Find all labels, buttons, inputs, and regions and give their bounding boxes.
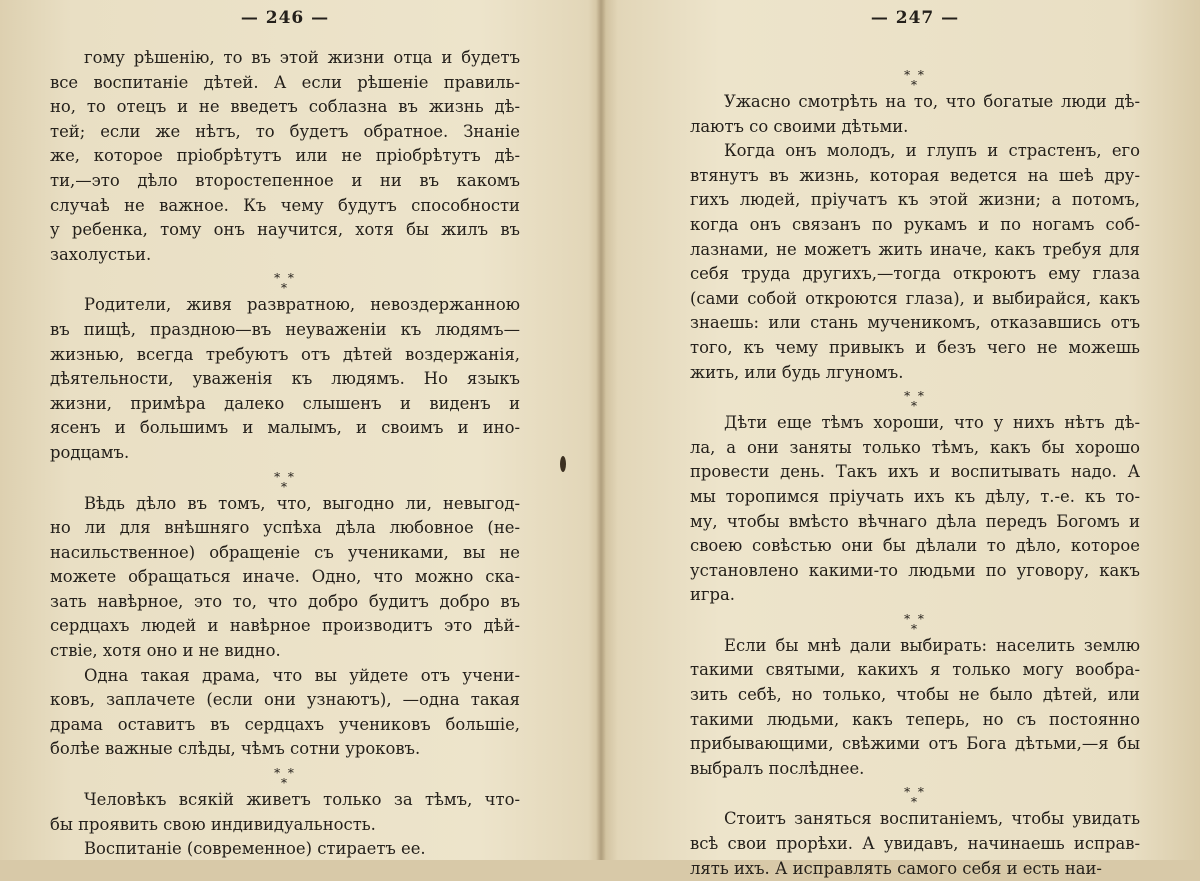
- text-line: ла, а они заняты только тѣмъ, какъ бы хорошо: [690, 437, 1140, 457]
- paragraph: [50, 492, 520, 664]
- text-line: прибывающими, свѣжими отъ Бога дѣтьми,—я бы: [690, 734, 1140, 754]
- divider-asterisks-top: * *: [904, 68, 926, 82]
- text-line: насильственное) обращеніе съ учениками, вы не: [50, 542, 520, 562]
- text-line: ствіе, хотя оно и не видно.: [50, 641, 281, 661]
- text-line: все воспитаніе дѣтей. А если рѣшеніе правиль-: [50, 72, 520, 92]
- divider-asterisks-top: * *: [904, 785, 926, 800]
- text-line: бы проявить свою индивидуальность.: [50, 814, 376, 834]
- text-line: себя труда другихъ,—тогда откроютъ ему глаза: [690, 264, 1140, 284]
- text-line: му, чтобы вмѣсто вѣчнаго дѣла передъ Богомъ и: [690, 511, 1140, 531]
- text-line: гому рѣшенію, то въ этой жизни отца и будетъ: [84, 48, 520, 67]
- text-line: случаѣ не важное. Къ чему будутъ способности: [50, 195, 520, 215]
- divider-asterisks-top: * *: [904, 611, 926, 626]
- paragraph: [690, 411, 1140, 608]
- paragraph: [50, 46, 520, 267]
- text-line: (сами собой откроются глаза), и выбирайся, какъ: [690, 288, 1140, 308]
- paragraph: [50, 788, 520, 837]
- text-line: можете обращаться иначе. Одно, что можно ска-: [50, 567, 520, 587]
- text-line: Дѣти еще тѣмъ хороши, что у нихъ нѣтъ дѣ-: [724, 413, 1140, 433]
- text-line: ти,—это дѣло второстепенное и ни въ какомъ: [50, 170, 520, 190]
- section-divider-asterisks: [50, 271, 520, 296]
- left-page: [50, 0, 520, 860]
- paragraph: [690, 634, 1140, 782]
- text-line: драма оставитъ въ сердцахъ учениковъ большіе,: [50, 714, 520, 734]
- paragraph: [50, 293, 520, 465]
- text-line: родцамъ.: [50, 442, 130, 462]
- text-line: выбралъ послѣднее.: [690, 758, 865, 778]
- text-line: сердцахъ людей и навѣрное производитъ это дѣй-: [50, 616, 520, 636]
- text-line: Стоитъ заняться воспитаніемъ, чтобы увидать: [724, 809, 1140, 829]
- paragraph: [690, 139, 1140, 385]
- text-line: лазнами, не можетъ жить иначе, какъ требуя для: [690, 239, 1140, 259]
- text-line: Воспитаніе (современное) стираетъ ее.: [84, 839, 426, 859]
- text-line: но ли для внѣшняго успѣха дѣла любовное (не-: [50, 518, 520, 538]
- text-line: Родители, живя развратною, невоздержанною: [84, 295, 520, 315]
- left-page-number: — 246 —: [240, 8, 330, 28]
- text-line: ковъ, заплачете (если они узнаютъ), —одна такая: [50, 690, 520, 710]
- text-line: захолустьи.: [50, 244, 152, 264]
- text-line: но, то отецъ и не введетъ соблазна въ жизнь дѣ-: [50, 97, 520, 117]
- text-line: жизни, примѣра далеко слышенъ и виденъ и: [50, 393, 520, 413]
- ink-smudge: [560, 456, 566, 472]
- text-line: Если бы мнѣ дали выбирать: населить землю: [724, 635, 1140, 655]
- text-line: установлено какими-то людьми по уговору, какъ: [690, 560, 1140, 580]
- text-line: зить себѣ, но только, чтобы не было дѣтей, или: [690, 685, 1140, 705]
- text-line: зать навѣрное, это то, что добро будитъ добро въ: [50, 591, 520, 611]
- right-page-body: [690, 64, 1140, 881]
- text-line: своею совѣстью они бы дѣлали то дѣло, которое: [690, 536, 1140, 556]
- right-page: [690, 0, 1140, 878]
- divider-asterisk-bottom: *: [911, 795, 919, 810]
- text-line: дѣятельности, уваженія къ людямъ. Но языкъ: [50, 369, 520, 389]
- text-line: игра.: [690, 585, 735, 605]
- text-line: Одна такая драма, что вы уйдете отъ учени-: [84, 665, 520, 685]
- text-line: того, къ чему привыкъ и безъ чего не можешь: [690, 337, 1140, 357]
- book-gutter: [596, 0, 606, 860]
- text-line: Человѣкъ всякій живетъ только за тѣмъ, что-: [84, 790, 520, 810]
- divider-asterisk-bottom: *: [911, 78, 919, 92]
- text-line: такими людьми, какъ теперь, но съ постоянно: [690, 709, 1140, 729]
- divider-asterisk-bottom: *: [281, 479, 289, 494]
- text-line: такими святыми, какихъ я только могу вообра-: [690, 660, 1140, 680]
- text-line: втянутъ въ жизнь, которая ведется на шеѣ дру-: [690, 165, 1140, 185]
- text-line: лять ихъ. А исправлять самого себя и есть наи-: [690, 858, 1102, 878]
- text-line: въ пищѣ, праздною—въ неуваженіи къ людямъ—: [50, 319, 520, 339]
- text-line: Ужасно смотрѣть на то, что богатые люди дѣ-: [724, 92, 1140, 111]
- text-line: жить, или будь лгуномъ.: [690, 362, 904, 382]
- left-page-body: [50, 46, 520, 862]
- divider-asterisk-bottom: *: [281, 776, 289, 791]
- text-line: тей; если же нѣтъ, то будетъ обратное. Знаніе: [50, 121, 520, 141]
- text-line: мы торопимся пріучать ихъ къ дѣлу, т.-е. къ то-: [690, 486, 1140, 506]
- text-line: гихъ людей, пріучатъ къ этой жизни; а потомъ,: [690, 190, 1140, 210]
- section-divider-asterisks: [690, 785, 1140, 810]
- text-line: Когда онъ молодъ, и глупъ и страстенъ, его: [724, 141, 1140, 161]
- text-line: у ребенка, тому онъ научится, хотя бы жилъ въ: [50, 220, 520, 240]
- divider-asterisks-top: * *: [274, 469, 296, 484]
- text-line: жизнью, всегда требуютъ отъ дѣтей воздержанія,: [50, 344, 520, 364]
- paragraph: [690, 807, 1140, 881]
- paragraph: [690, 90, 1140, 139]
- divider-asterisks-top: * *: [274, 766, 296, 781]
- section-divider-asterisks: [50, 469, 520, 494]
- divider-asterisk-bottom: *: [911, 621, 919, 636]
- divider-asterisks-top: * *: [274, 271, 296, 286]
- divider-asterisk-bottom: *: [281, 281, 289, 296]
- text-line: же, которое пріобрѣтутъ или не пріобрѣтутъ дѣ-: [50, 146, 520, 166]
- text-line: провести день. Такъ ихъ и воспитывать надо. А: [690, 462, 1140, 482]
- text-line: когда онъ связанъ по рукамъ и по ногамъ соб-: [690, 214, 1140, 234]
- text-line: знаешь: или стань мученикомъ, отказавшись отъ: [690, 313, 1140, 333]
- divider-asterisk-bottom: *: [911, 399, 919, 414]
- text-line: Вѣдь дѣло въ томъ, что, выгодно ли, невыгод-: [84, 493, 520, 513]
- section-divider-asterisks: [690, 389, 1140, 414]
- section-divider-asterisks: [50, 766, 520, 791]
- text-line: болѣе важные слѣды, чѣмъ сотни уроковъ.: [50, 739, 421, 759]
- divider-asterisks-top: * *: [904, 389, 926, 404]
- text-line: лаютъ со своими дѣтьми.: [690, 116, 909, 136]
- paragraph: [50, 837, 520, 862]
- text-line: всѣ свои прорѣхи. А увидавъ, начинаешь исправ-: [690, 834, 1140, 854]
- text-line: ясенъ и большимъ и малымъ, и своимъ и ино-: [50, 418, 520, 438]
- right-page-number: — 247 —: [870, 8, 960, 28]
- section-divider-asterisks: [690, 611, 1140, 636]
- paragraph: [50, 664, 520, 762]
- section-divider-asterisks: [690, 68, 1140, 92]
